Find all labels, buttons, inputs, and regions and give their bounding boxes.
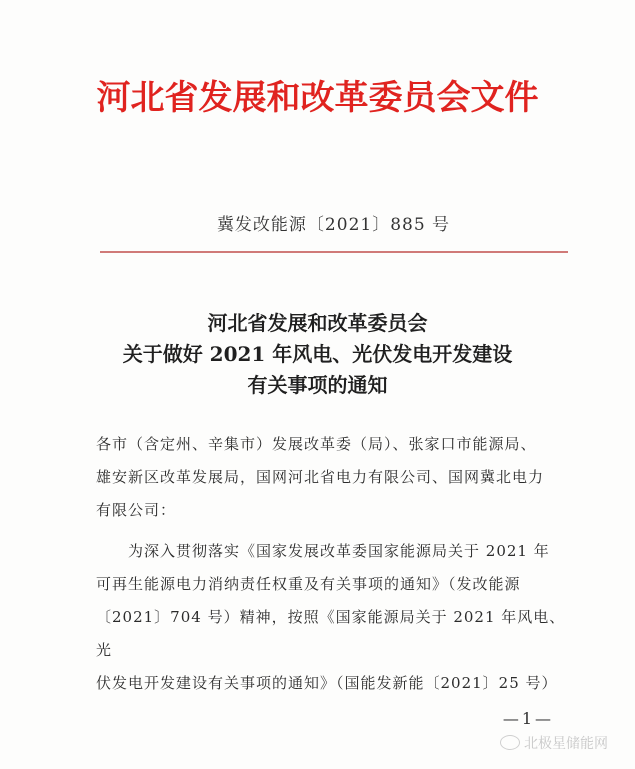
body-line: 有限公司： (96, 501, 177, 519)
page-number: —1— (502, 709, 554, 728)
document-body (96, 428, 574, 735)
title-line-1: 河北省发展和改革委员会 (207, 311, 428, 335)
body-line: 〔2021〕704 号）精神，按照《国家能源局关于 2021 年风电、光 (96, 608, 566, 659)
title-line-2: 关于做好 2021 年风电、光伏发电开发建设 (122, 342, 513, 366)
body-line: 为深入贯彻落实《国家发展改革委国家能源局关于 2021 年 (96, 542, 550, 560)
document-number: 冀发改能源〔2021〕885 号 (216, 215, 451, 235)
document-title (60, 308, 575, 401)
watermark-text: 北极星储能网 (524, 736, 608, 752)
body-line: 伏发电开发建设有关事项的通知》（国能发新能〔2021〕25 号） (96, 674, 558, 692)
document-header: 河北省发展和改革委员会文件 (96, 78, 539, 118)
title-line-3: 有关事项的通知 (247, 373, 388, 397)
watermark (500, 733, 608, 753)
body-line: 可再生能源电力消纳责任权重及有关事项的通知》（发改能源 (96, 575, 521, 593)
body-line: 雄安新区改革发展局，国网河北省电力有限公司、国网冀北电力 (96, 468, 545, 486)
wechat-icon (500, 735, 520, 750)
body-line: 各市（含定州、辛集市）发展改革委（局）、张家口市能源局、 (96, 435, 537, 453)
red-divider (100, 251, 568, 253)
